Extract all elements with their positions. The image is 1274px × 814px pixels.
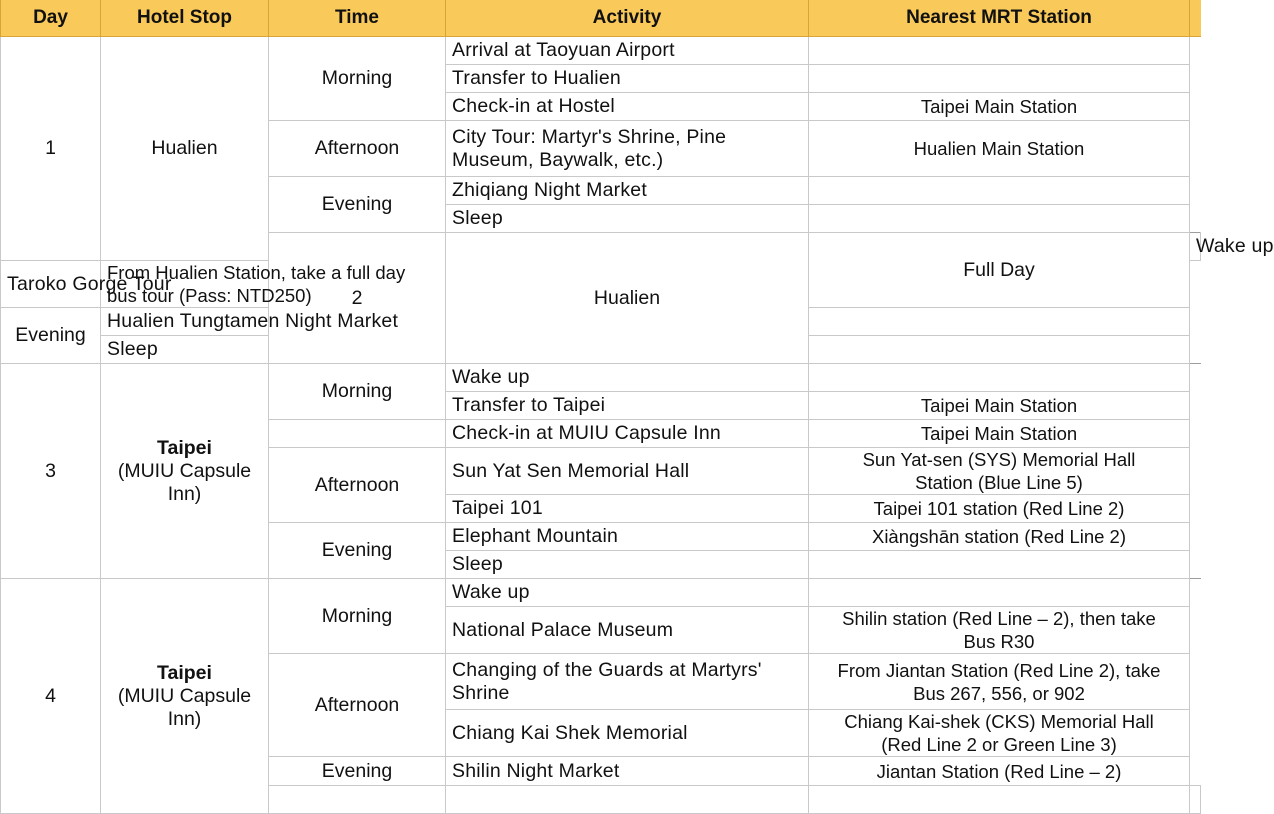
activity-cell: Taipei 101 (446, 495, 809, 523)
day-cell: 3 (1, 364, 101, 579)
station-line: Chiang Kai-shek (CKS) Memorial Hall (844, 711, 1154, 732)
header-time: Time (269, 0, 446, 37)
station-line: Bus R30 (963, 631, 1035, 652)
station-cell (809, 37, 1190, 65)
activity-cell: Shilin Night Market (446, 757, 809, 786)
hotel-detail: Inn) (167, 707, 202, 730)
station-cell: Taipei Main Station (809, 93, 1190, 121)
header-activity: Activity (446, 0, 809, 37)
activity-cell: Sleep (446, 205, 809, 233)
station-line: From Hualien Station, take a full day (107, 262, 406, 283)
activity-line: Shrine (452, 681, 510, 704)
hotel-cell (101, 364, 269, 579)
time-cell: Morning (269, 579, 446, 654)
station-line: Bus 267, 556, or 902 (913, 682, 1085, 704)
station-cell (101, 261, 406, 308)
station-cell (809, 607, 1190, 654)
station-cell (809, 710, 1190, 757)
activity-cell: Sleep (101, 336, 269, 364)
table-row (1, 37, 1201, 65)
time-cell: Afternoon (269, 448, 446, 523)
time-cell: Evening (269, 757, 446, 786)
hotel-cell: Hualien (101, 37, 269, 261)
header-nearest-mrt-station: Nearest MRT Station (809, 0, 1190, 37)
station-cell: Xiàngshān station (Red Line 2) (809, 523, 1190, 551)
station-cell: Taipei Main Station (809, 392, 1190, 420)
time-cell: Full Day (809, 233, 1190, 308)
activity-cell (446, 654, 809, 710)
time-cell: Evening (269, 523, 446, 579)
activity-line: Changing of the Guards at Martyrs' (452, 658, 762, 681)
activity-cell: Chiang Kai Shek Memorial (446, 710, 809, 757)
header-row (1, 0, 1201, 37)
header-day: Day (1, 0, 101, 37)
hotel-cell (101, 579, 269, 814)
header-hotel-stop: Hotel Stop (101, 0, 269, 37)
station-cell (809, 177, 1190, 205)
station-cell (809, 65, 1190, 93)
station-cell (809, 448, 1190, 495)
hotel-cell: Hualien (446, 233, 809, 364)
time-cell: Afternoon (269, 121, 446, 177)
activity-cell (446, 121, 809, 177)
activity-cell: Wake up (446, 579, 809, 607)
time-cell: Afternoon (269, 654, 446, 757)
station-line: bus tour (Pass: NTD250) (107, 285, 312, 306)
station-cell (809, 336, 1190, 364)
hotel-detail: Inn) (167, 482, 202, 505)
table-row (1, 364, 1201, 392)
activity-cell: Sleep (446, 551, 809, 579)
day-cell: 4 (1, 579, 101, 814)
time-cell: Evening (269, 177, 446, 233)
station-line: (Red Line 2 or Green Line 3) (881, 734, 1117, 755)
hotel-name: Taipei (157, 436, 212, 459)
station-cell (809, 205, 1190, 233)
activity-line: Museum, Baywalk, etc.) (452, 148, 664, 171)
station-cell (809, 579, 1190, 607)
activity-cell: Elephant Mountain (446, 523, 809, 551)
station-cell (809, 551, 1190, 579)
hotel-detail: (MUIU Capsule (117, 459, 252, 482)
time-cell: Morning (269, 364, 446, 420)
activity-cell: Wake up (1190, 233, 1201, 261)
station-cell: Taipei Main Station (809, 420, 1190, 448)
activity-line: City Tour: Martyr's Shrine, Pine (452, 125, 727, 148)
activity-cell: Taroko Gorge Tour (1, 261, 101, 308)
station-line: From Jiantan Station (Red Line 2), take (837, 659, 1161, 681)
hotel-detail: (MUIU Capsule (117, 684, 252, 707)
activity-cell: Zhiqiang Night Market (446, 177, 809, 205)
station-cell: Hualien Main Station (809, 121, 1190, 177)
station-line: Shilin station (Red Line – 2), then take (842, 608, 1156, 629)
activity-cell: Check-in at Hostel (446, 93, 809, 121)
time-cell: Evening (1, 308, 101, 364)
day-cell: 2 (269, 233, 446, 364)
station-cell (809, 364, 1190, 392)
activity-cell: Transfer to Hualien (446, 65, 809, 93)
station-line: Sun Yat-sen (SYS) Memorial Hall (862, 449, 1136, 470)
activity-cell: Check-in at MUIU Capsule Inn (446, 420, 809, 448)
table-row (1, 579, 1201, 607)
station-cell (809, 308, 1190, 336)
header-edge-cell (1190, 0, 1201, 37)
station-cell (809, 654, 1190, 710)
activity-cell: Sun Yat Sen Memorial Hall (446, 448, 809, 495)
activity-cell: Hualien Tungtamen Night Market (101, 308, 269, 336)
day-cell: 1 (1, 37, 101, 261)
time-cell: Morning (269, 37, 446, 121)
activity-cell: Wake up (446, 364, 809, 392)
activity-cell: Transfer to Taipei (446, 392, 809, 420)
station-line: Station (Blue Line 5) (915, 472, 1083, 493)
activity-cell: National Palace Museum (446, 607, 809, 654)
hotel-name: Taipei (157, 661, 212, 684)
activity-cell: Arrival at Taoyuan Airport (446, 37, 809, 65)
time-cell (269, 420, 446, 448)
station-cell: Jiantan Station (Red Line – 2) (809, 757, 1190, 786)
station-cell: Taipei 101 station (Red Line 2) (809, 495, 1190, 523)
